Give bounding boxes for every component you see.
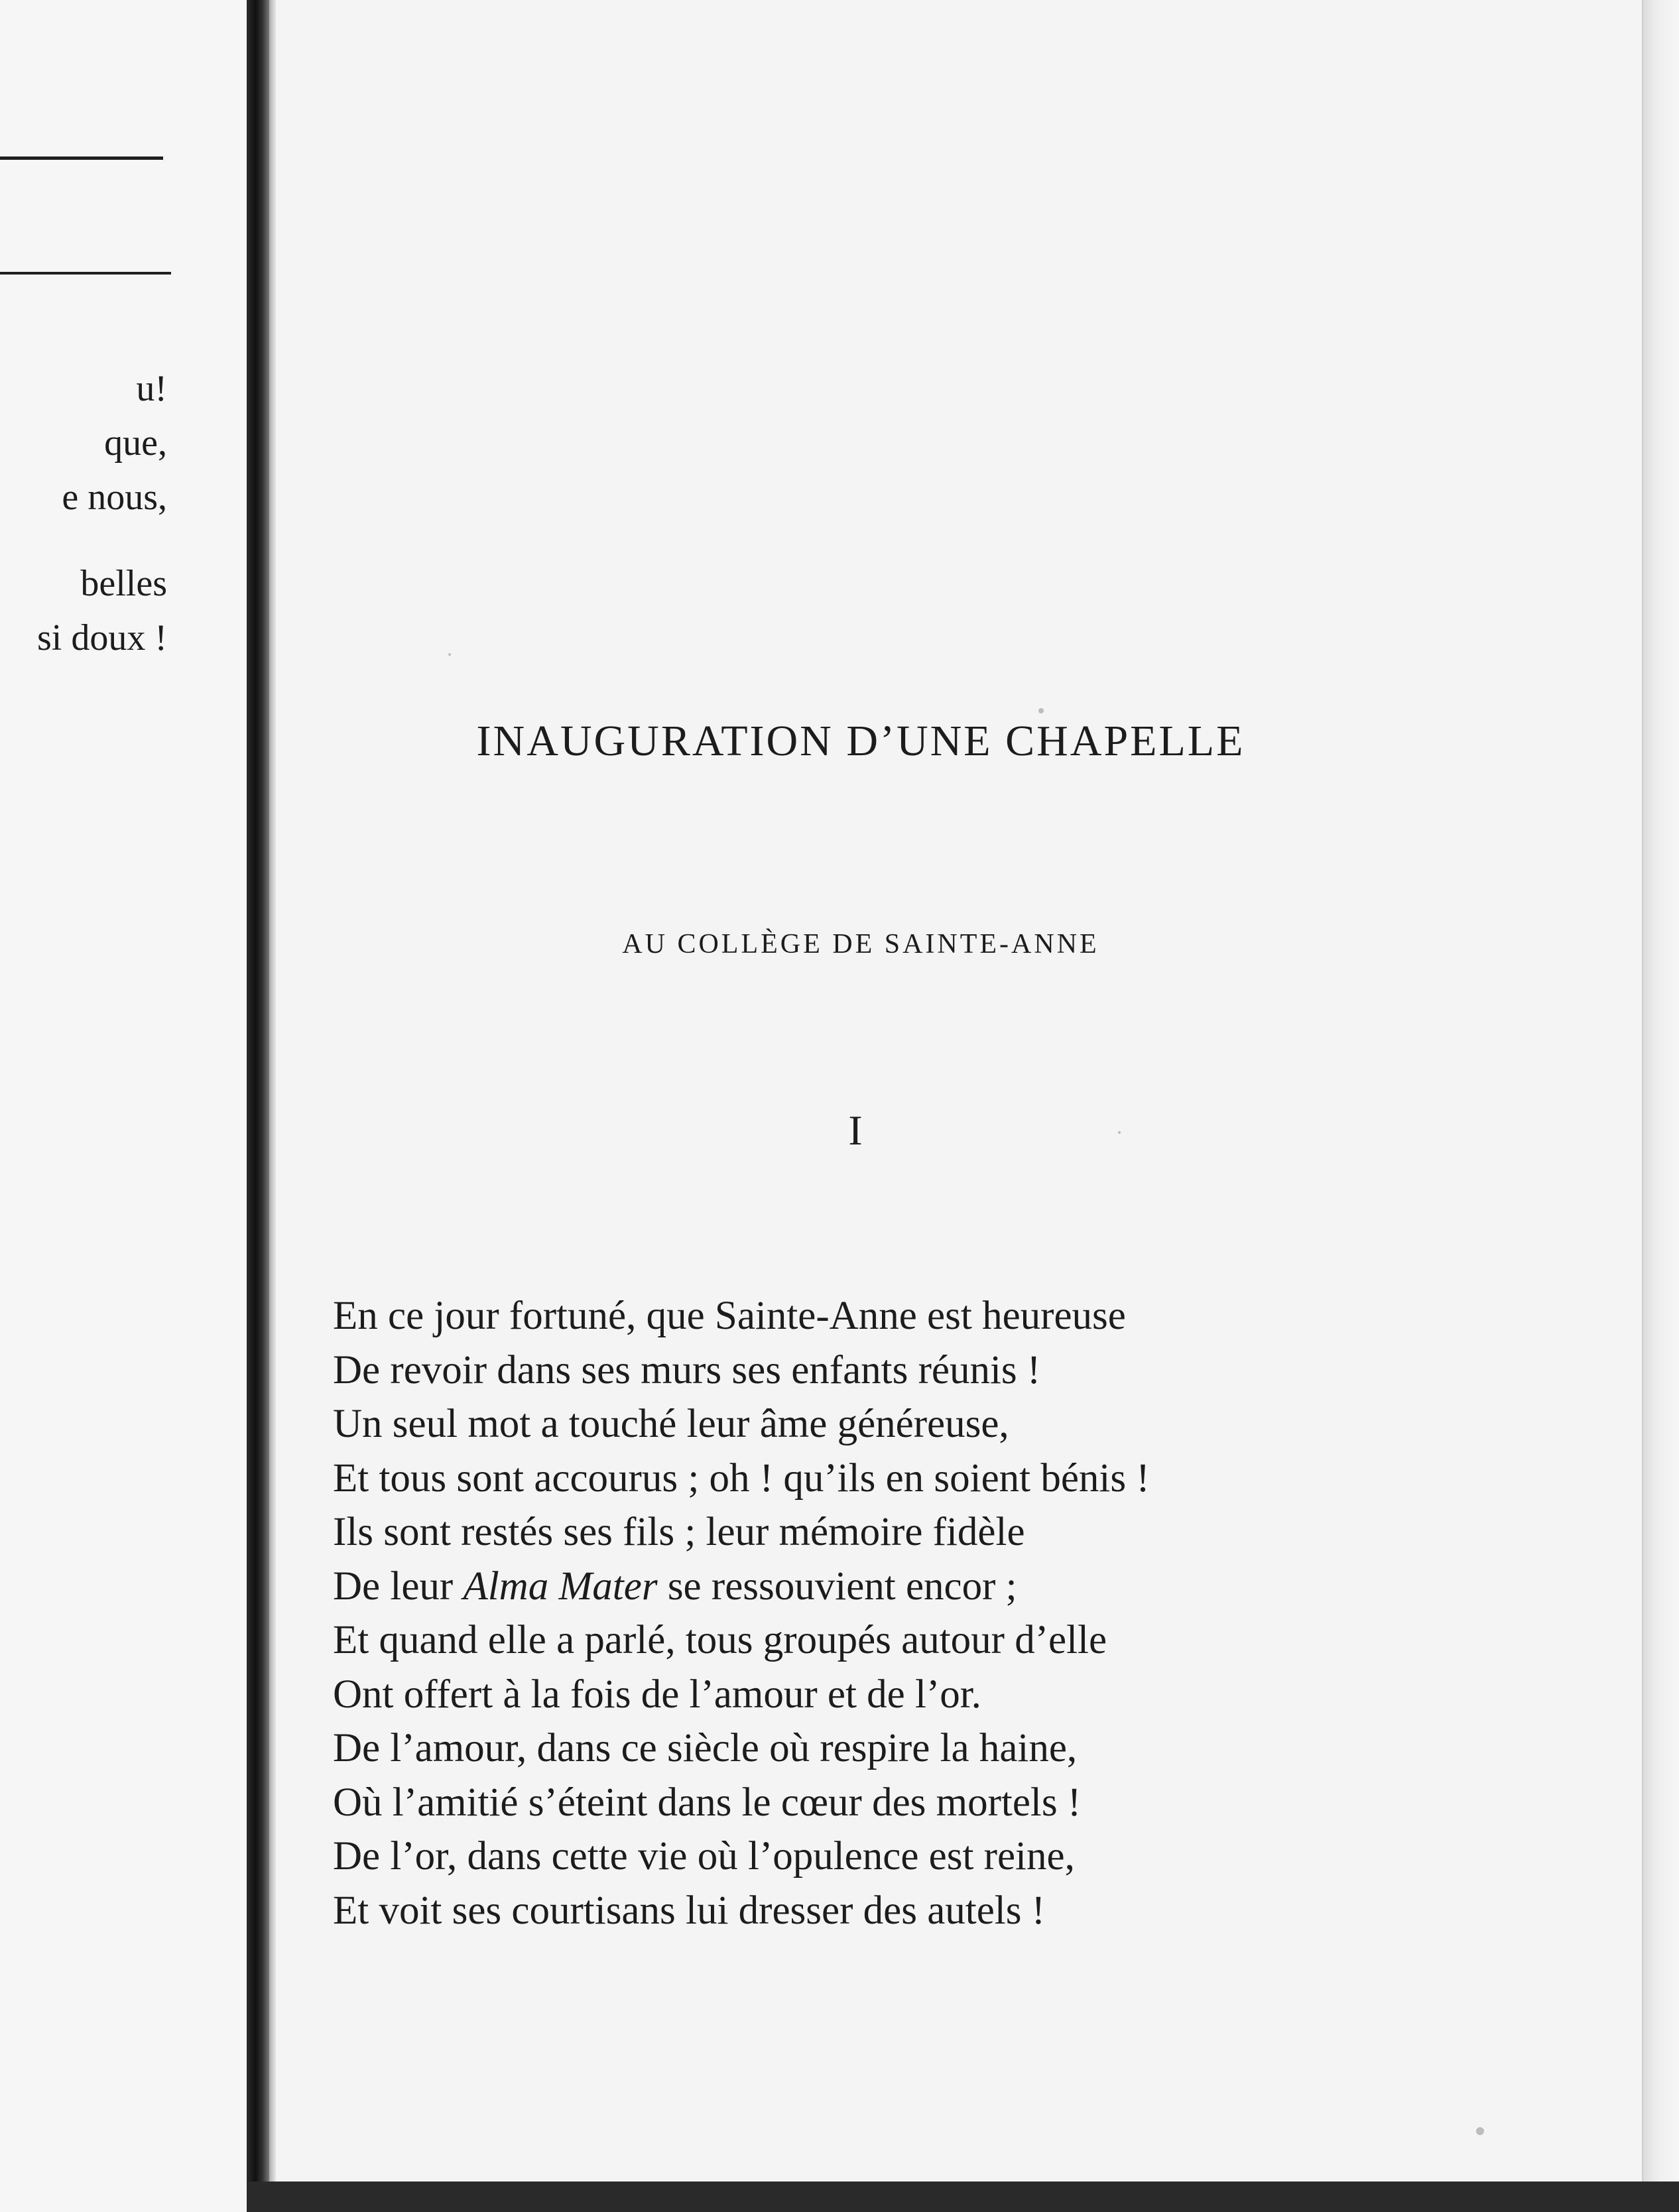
- poem-line: Où l’amitié s’éteint dans le cœur des mortels !: [333, 1780, 1082, 1825]
- book-spine: [247, 0, 269, 2212]
- scan-speck: [1038, 708, 1044, 713]
- page-title: INAUGURATION D’UNE CHAPELLE: [476, 717, 1245, 765]
- scan-speck: [1476, 2127, 1484, 2135]
- scan-bottom-border: [247, 2181, 1679, 2212]
- italic-phrase: Alma Mater: [463, 1564, 658, 1609]
- left-page-line: belles: [80, 563, 167, 604]
- left-page-text: [37, 361, 167, 665]
- poem-line-with-italic: [333, 1560, 1394, 1614]
- left-page-line: que,: [104, 422, 167, 463]
- scan-speck: [448, 653, 451, 656]
- right-page-edge: [1642, 0, 1679, 2212]
- left-page-fragment: [0, 0, 247, 2212]
- left-page-line: u!: [136, 368, 167, 409]
- poem-line: En ce jour fortuné, que Sainte-Anne est heureuse: [333, 1294, 1126, 1338]
- poem-line: Et quand elle a parlé, tous groupés autour d’elle: [333, 1618, 1107, 1662]
- scan-speck: [1118, 1131, 1121, 1134]
- page-subtitle: AU COLLÈGE DE SAINTE-ANNE: [622, 929, 1099, 959]
- poem-line-part: se ressouvient encor ;: [657, 1564, 1017, 1609]
- poem-line: Et tous sont accourus ; oh ! qu’ils en soient bénis !: [333, 1455, 1150, 1501]
- poem-line: De l’or, dans cette vie où l’opulence est reine,: [333, 1834, 1075, 1878]
- poem-line: De l’amour, dans ce siècle où respire la haine,: [333, 1726, 1078, 1770]
- left-page-rule-top: [0, 156, 163, 160]
- poem-line-part: De leur: [333, 1564, 464, 1609]
- poem-stanza: [333, 1289, 1394, 1937]
- left-page-line: e nous,: [62, 477, 167, 518]
- poem-line: Ont offert à la fois de l’amour et de l’or.: [333, 1672, 981, 1717]
- section-number: I: [848, 1107, 863, 1154]
- poem-line: Et voit ses courtisans lui dresser des autels !: [333, 1888, 1046, 1933]
- left-page-rule-bottom: [0, 272, 171, 275]
- spine-edge-shadow: [269, 0, 276, 2212]
- left-page-line: si doux !: [37, 617, 167, 658]
- poem-line: Un seul mot a touché leur âme généreuse,: [333, 1402, 1009, 1446]
- poem-line: De revoir dans ses murs ses enfants réunis !: [333, 1347, 1041, 1392]
- stanza-gap: [37, 524, 167, 556]
- poem-line: Ils sont restés ses fils ; leur mémoire fidèle: [333, 1510, 1025, 1554]
